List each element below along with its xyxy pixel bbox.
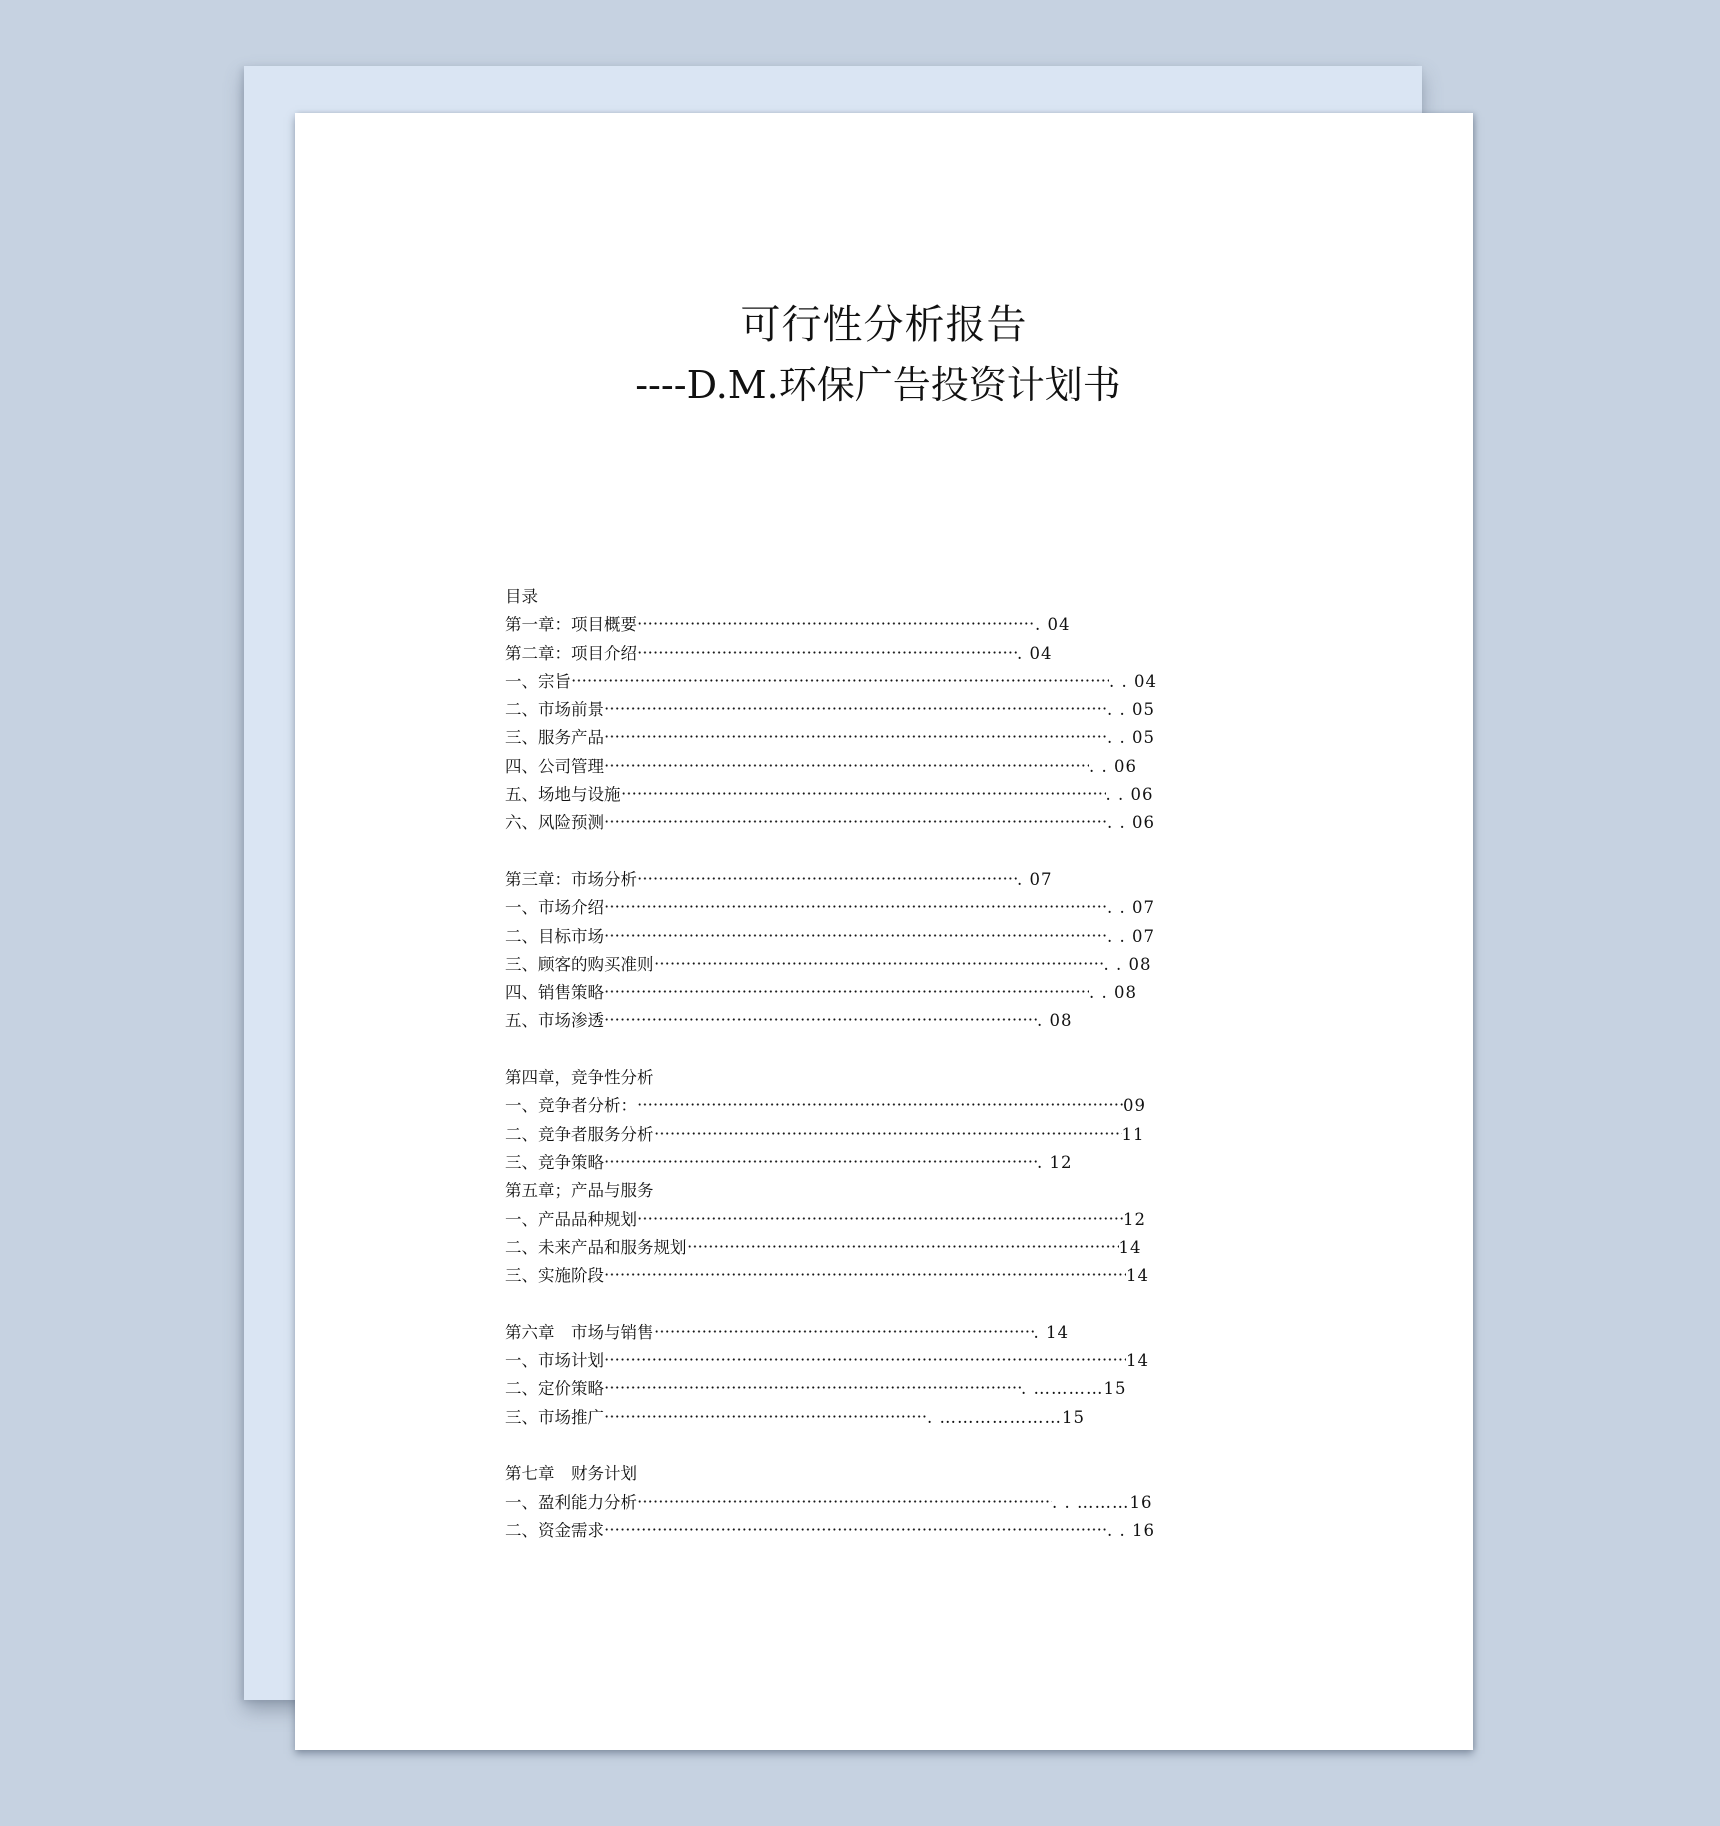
toc-entry-label: 一、市场计划: [505, 1351, 604, 1371]
toc-entry[interactable]: [505, 1517, 1205, 1545]
toc-entry[interactable]: [505, 1460, 1205, 1488]
toc-entry-label: 六、风险预测: [505, 813, 604, 833]
toc-entry[interactable]: [505, 1092, 1205, 1120]
toc-entry-page-number: . . 07: [1107, 898, 1155, 918]
toc-entry[interactable]: [505, 1262, 1205, 1290]
toc-entry[interactable]: [505, 611, 1205, 639]
toc-entry-label: 二、资金需求: [505, 1520, 604, 1540]
toc-entry-label: 二、未来产品和服务规划: [505, 1237, 687, 1257]
toc-entry-page-number: . …………15: [1021, 1379, 1127, 1399]
toc-entry-page-number: . . 06: [1107, 813, 1155, 833]
toc-dot-leader: [604, 905, 1107, 908]
toc-entry-page-number: 14: [1126, 1266, 1149, 1286]
toc-heading: [505, 583, 1205, 611]
toc-dot-leader: [637, 1217, 1123, 1220]
toc-entry-page-number: . . 08: [1103, 954, 1152, 974]
toc-entry-label: 第七章 财务计划: [505, 1464, 637, 1484]
toc-entry-page-number: . . 05: [1107, 700, 1155, 720]
toc-dot-leader: [604, 934, 1107, 937]
toc-entry[interactable]: [505, 1319, 1205, 1347]
toc-dot-leader: [604, 735, 1107, 738]
toc-entry[interactable]: [505, 1064, 1205, 1092]
toc-entry-label: 一、竞争者分析：: [505, 1096, 637, 1116]
toc-dot-leader: [604, 707, 1107, 710]
title-block: [295, 295, 1473, 415]
toc-entry[interactable]: [505, 809, 1205, 837]
toc-dot-leader: [571, 679, 1109, 682]
toc-entry-page-number: . . ………16: [1052, 1492, 1153, 1512]
toc-entry-page-number: . . 04: [1109, 671, 1157, 691]
toc-dot-leader: [604, 1018, 1037, 1021]
toc-entry-page-number: 11: [1121, 1124, 1145, 1144]
toc-entry-label: 四、公司管理: [505, 756, 604, 776]
toc-dot-leader: [604, 1160, 1037, 1163]
toc-dot-leader: [604, 764, 1089, 767]
toc-heading-label: 目录: [505, 587, 538, 606]
toc-entry-label: 第二章：项目介绍: [505, 643, 637, 663]
toc-entry-label: 五、场地与设施: [505, 785, 621, 805]
toc-dot-leader: [637, 1103, 1123, 1106]
toc-entry[interactable]: [505, 696, 1205, 724]
toc-entry[interactable]: [505, 781, 1205, 809]
toc-entry-page-number: . 04: [1017, 643, 1053, 663]
toc-entry-label: 二、目标市场: [505, 926, 604, 946]
toc-entry[interactable]: [505, 1121, 1205, 1149]
toc-entry[interactable]: [505, 1007, 1205, 1035]
toc-entry[interactable]: [505, 640, 1205, 668]
toc-dot-leader: [687, 1245, 1119, 1248]
toc-dot-leader: [604, 1358, 1126, 1361]
toc-entry-label: 四、销售策略: [505, 983, 604, 1003]
toc-dot-leader: [604, 1273, 1126, 1276]
toc-entry-page-number: . . 16: [1107, 1520, 1155, 1540]
toc-entry-label: 三、服务产品: [505, 728, 604, 748]
toc-spacer: [505, 838, 1205, 866]
table-of-contents: [505, 583, 1205, 1545]
toc-entry-page-number: 14: [1126, 1351, 1149, 1371]
toc-entry-label: 第四章，竞争性分析: [505, 1068, 654, 1088]
toc-dot-leader: [637, 1500, 1052, 1503]
toc-entry-label: 三、顾客的购买准则: [505, 954, 654, 974]
toc-entry-label: 第一章：项目概要: [505, 615, 637, 635]
toc-dot-leader: [637, 622, 1035, 625]
front-page-sheet: [295, 113, 1473, 1750]
toc-entry-label: 一、市场介绍: [505, 898, 604, 918]
toc-spacer: [505, 1290, 1205, 1318]
toc-entry-label: 五、市场渗透: [505, 1011, 604, 1031]
toc-spacer: [505, 1432, 1205, 1460]
toc-entry[interactable]: [505, 1177, 1205, 1205]
toc-dot-leader: [604, 1415, 927, 1418]
toc-dot-leader: [654, 1330, 1034, 1333]
toc-entry[interactable]: [505, 979, 1205, 1007]
toc-entry-page-number: . . 06: [1105, 785, 1154, 805]
toc-entry-page-number: . 14: [1033, 1322, 1069, 1342]
toc-entry-page-number: 09: [1123, 1096, 1146, 1116]
toc-entry-label: 二、定价策略: [505, 1379, 604, 1399]
toc-dot-leader: [604, 990, 1089, 993]
toc-entry-page-number: . 12: [1037, 1152, 1073, 1172]
toc-dot-leader: [654, 1132, 1122, 1135]
toc-entry-page-number: 14: [1118, 1237, 1142, 1257]
toc-entry[interactable]: [505, 1234, 1205, 1262]
toc-dot-leader: [604, 1386, 1021, 1389]
toc-entry[interactable]: [505, 894, 1205, 922]
toc-entry-label: 一、盈利能力分析: [505, 1492, 637, 1512]
toc-dot-leader: [604, 1528, 1107, 1531]
toc-entry-page-number: . 08: [1037, 1011, 1073, 1031]
toc-entry[interactable]: [505, 1206, 1205, 1234]
toc-entry-label: 一、产品品种规划: [505, 1209, 637, 1229]
toc-entry[interactable]: [505, 923, 1205, 951]
toc-entry-label: 三、市场推广: [505, 1407, 604, 1427]
toc-entry-page-number: . …………………15: [927, 1407, 1085, 1427]
toc-dot-leader: [637, 651, 1017, 654]
document-title: 可行性分析报告: [740, 302, 1028, 348]
document-subtitle: ----D.M.环保广告投资计划书: [635, 363, 1121, 407]
toc-dot-leader: [621, 792, 1106, 795]
toc-entry[interactable]: [505, 724, 1205, 752]
toc-entry[interactable]: [505, 1347, 1205, 1375]
toc-entries: [505, 611, 1205, 1545]
toc-entry[interactable]: [505, 951, 1205, 979]
toc-entry-label: 第六章 市场与销售: [505, 1322, 654, 1342]
toc-spacer: [505, 1036, 1205, 1064]
toc-entry-page-number: . . 06: [1089, 756, 1137, 776]
toc-entry-page-number: 12: [1123, 1209, 1146, 1229]
toc-entry[interactable]: [505, 1149, 1205, 1177]
toc-entry-page-number: . . 07: [1107, 926, 1155, 946]
toc-entry-label: 一、宗旨: [505, 671, 571, 691]
toc-entry[interactable]: [505, 1489, 1205, 1517]
toc-entry[interactable]: [505, 753, 1205, 781]
toc-entry-page-number: . . 05: [1107, 728, 1155, 748]
toc-dot-leader: [604, 820, 1107, 823]
toc-entry-label: 三、竞争策略: [505, 1152, 604, 1172]
toc-entry-label: 三、实施阶段: [505, 1266, 604, 1286]
toc-dot-leader: [637, 877, 1017, 880]
toc-dot-leader: [654, 962, 1104, 965]
toc-entry-page-number: . . 08: [1089, 983, 1137, 1003]
toc-entry[interactable]: [505, 866, 1205, 894]
toc-entry[interactable]: [505, 1404, 1205, 1432]
toc-entry-label: 第五章；产品与服务: [505, 1181, 654, 1201]
toc-entry-page-number: . 04: [1035, 615, 1071, 635]
toc-entry-page-number: . 07: [1017, 869, 1053, 889]
toc-entry[interactable]: [505, 668, 1205, 696]
toc-entry[interactable]: [505, 1375, 1205, 1403]
toc-entry-label: 二、竞争者服务分析: [505, 1124, 654, 1144]
toc-entry-label: 二、市场前景: [505, 700, 604, 720]
toc-entry-label: 第三章：市场分析: [505, 869, 637, 889]
